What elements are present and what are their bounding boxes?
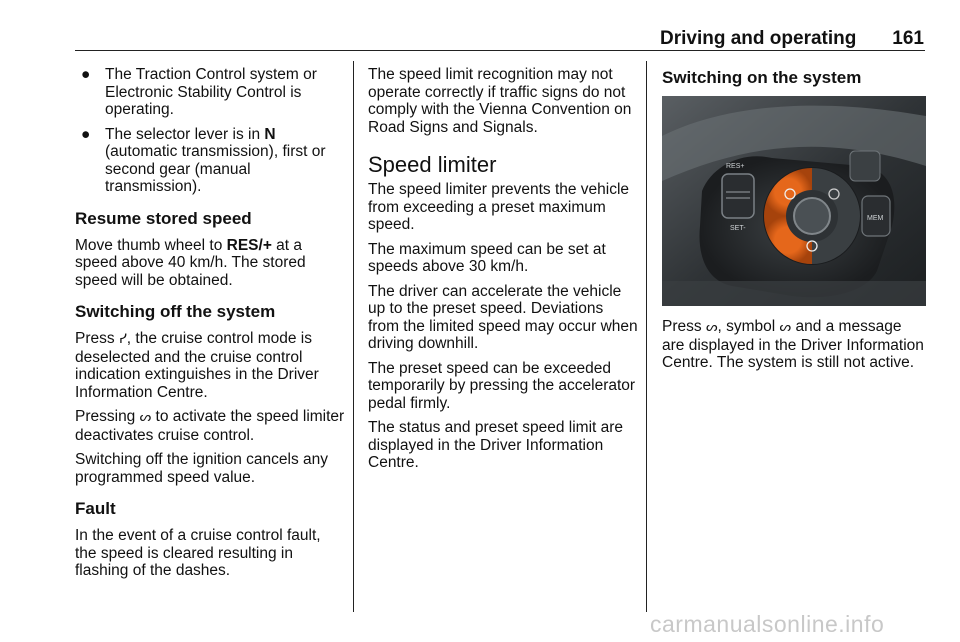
bullet-text-pre: The selector lever is in — [105, 125, 265, 143]
switch-off-heading: Switching off the system — [75, 302, 276, 321]
bullet-text-bold: N — [264, 125, 276, 143]
column-divider — [353, 61, 354, 612]
fault-heading: Fault — [75, 499, 116, 518]
speed-limit-recognition-text: The speed limit recognition may not operate correctly if traffic signs do not comply with the Vienna Convention on Road Signs and Signals. — [368, 66, 632, 136]
column-divider — [646, 61, 647, 612]
mem-label: MEM — [867, 215, 884, 222]
header-title: Driving and operating — [660, 28, 857, 49]
speed-limiter-text-4: The preset speed can be exceeded temporarily by pressing the accelerator pedal firmly. — [368, 359, 636, 412]
switch-off-text-3: Switching off the ignition cancels any programmed speed value. — [75, 451, 329, 486]
switch-off-text-1: Press ᓯ, the cruise control mode is deselected and the cruise control indication extinguishes in the Driver Information Centre. — [75, 330, 319, 401]
page-header — [660, 28, 924, 48]
speed-limiter-icon: ᔕ — [139, 410, 152, 425]
switch-on-heading: Switching on the system — [662, 68, 862, 87]
column-3 — [662, 66, 926, 379]
resume-heading: Resume stored speed — [75, 208, 252, 228]
speed-limiter-icon: ᔕ — [779, 320, 792, 335]
speed-limiter-text-2: The maximum speed can be set at speeds above 30 km/h. — [368, 240, 606, 275]
set-label: SET- — [730, 225, 746, 232]
speed-limiter-icon: ᔕ — [705, 320, 718, 335]
speed-limiter-text-3: The driver can accelerate the vehicle up to the preset speed. Deviations from the limited speed may occur when driving downhill. — [368, 282, 638, 352]
bullet-text-post: (automatic transmission), first or second gear (manual transmission). — [105, 143, 326, 195]
page-number: 161 — [892, 28, 924, 49]
switch-on-text: Press ᔕ, symbol ᔕ and a message are displayed in the Driver Information Centre. The system is still not active. — [662, 318, 924, 371]
watermark: carmanualsonline.info — [650, 611, 885, 637]
res-label: RES+ — [726, 163, 745, 170]
bullet-icon: ● — [81, 125, 91, 143]
column-2 — [368, 66, 638, 479]
switch-off-text-2: Pressing ᔕ to activate the speed limiter deactivates cruise control. — [75, 408, 345, 444]
steering-wheel-controls-image — [662, 96, 926, 306]
column-1 — [75, 66, 345, 587]
list-item — [75, 66, 345, 119]
resume-text: Move thumb wheel to RES/+ at a speed above 40 km/h. The stored speed will be obtained. — [75, 236, 306, 289]
speed-limiter-heading: Speed limiter — [368, 152, 497, 177]
speed-limiter-text-5: The status and preset speed limit are displayed in the Driver Information Centre. — [368, 419, 624, 471]
bullet-text: The Traction Control system or Electronic Stability Control is operating. — [105, 66, 317, 118]
bullet-icon: ● — [81, 66, 91, 83]
list-item — [75, 126, 345, 196]
fault-text: In the event of a cruise control fault, the speed is cleared resulting in flashing of the dashes. — [75, 527, 321, 579]
cruise-control-icon: ᓯ — [118, 332, 127, 347]
header-rule — [75, 50, 925, 51]
speed-limiter-text-1: The speed limiter prevents the vehicle from exceeding a preset maximum speed. — [368, 181, 630, 233]
